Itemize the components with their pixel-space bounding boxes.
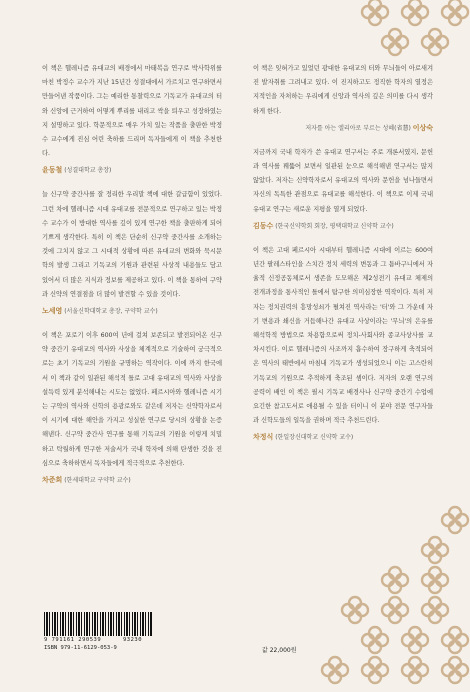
endorser-name: 차정식 bbox=[253, 433, 274, 442]
isbn-barcode bbox=[44, 612, 152, 636]
barcode-number: 9 791161 290539 bbox=[44, 637, 102, 643]
endorsement bbox=[253, 244, 433, 444]
isbn-text: ISBN 979-11-6129-053-9 bbox=[44, 645, 117, 651]
endorsement-text: 늘 신구약 중간사를 잘 정리한 우리말 책에 대한 갈급함이 있었다. 그런 차에 헬레니즘 시대 유대교를 전문적으로 연구하고 있는 박정수 교수가 이 방대한 역사를 깊이 있게 연구한 책을 출판하게 되어 기쁘게 생각한다. 특히 이 책은 단순히 신구약 중간사를 소개하는 것에 그치지 않고 그 시대적 상황에 따른 유대교의 변화와 묵시문학의 발생 그리고 기독교의 기원과 관련된 사상적 내용들도 담고 있어서 더 많은 지식과 정보를 제공하고 있다. 이 책을 통하여 구약과 신약의 연결점을 더 많이 발견할 수 있을 것이다. bbox=[42, 191, 222, 298]
endorsement bbox=[42, 329, 222, 486]
endorser bbox=[42, 475, 222, 486]
endorser bbox=[253, 221, 433, 232]
endorser-affiliation: (성결대학교 총장) bbox=[64, 167, 112, 175]
price: 값 22,000원 bbox=[262, 647, 297, 654]
endorsement-text: 이 책은 헬레니즘 유대교의 배경에서 마태복음 연구로 박사학위를 마친 박정수 교수가 지난 15년간 성결대에서 가르치고 연구하면서 만들어낸 작품이다. 그는 예리한 통찰력으로 기독교가 유대교의 터와 신앙에 근거하여 어떻게 뿌리를 내리고 싹을 틔우고 성장하였는지 설명하고 있다. 학문적으로 매우 가치 있는 작품을 출판한 박정수 교수에게 진심 어린 축하를 드리며 독자들에게 이 책을 추천한다. bbox=[42, 65, 222, 158]
endorsement bbox=[42, 62, 222, 176]
endorsement-text: 이 책은 잊혀가고 있었던 광대한 유대교의 터와 무늬들이 아로새겨진 발자취를 그려내고 있다. 이 진지하고도 정직한 학자의 열정은 지적인을 자처하는 우리에게 신앙과 역사의 깊은 의미를 다시 생각하게 한다. bbox=[253, 65, 433, 115]
endorser-name: 차준희 bbox=[42, 476, 63, 485]
endorser-affiliation: (한세대학교 구약학 교수) bbox=[64, 477, 131, 485]
endorser-affiliation: (한국신약학회 회장, 평택대학교 신약학 교수) bbox=[275, 222, 394, 230]
endorser-name: 윤동철 bbox=[42, 166, 63, 175]
quatrefoil-ornament-icon bbox=[0, 0, 470, 60]
barcode-digits bbox=[44, 637, 142, 643]
endorser-name: 노세영 bbox=[42, 307, 63, 316]
quatrefoil-ornament-icon bbox=[0, 500, 470, 692]
endorser-name: 이상숙 bbox=[412, 123, 433, 132]
endorser bbox=[42, 165, 222, 176]
endorsement-text: 이 책은 포로기 이후 600여 년에 걸쳐 보존되고 발전되어온 신구약 중간기 유대교의 역사와 사상을 체계적으로 기술하여 궁극적으로는 초기 기독교의 기원을 규명하는 역작이다. 이에 까지 한국에서 이 책과 같이 일관된 해석적 틀로 고대 유대교의 역사와 사상을 설득력 있게 분석해내는 시도는 없었다. 페르시아와 헬레니즘 시기는 구약의 역사와 신학의 용광로와도 같은데 저자는 신약학자로서 이 시기에 대한 해안을 가지고 성실한 연구로 당시의 상황을 논증해낸다. 신구약 중간사 연구를 통해 기독교의 기원을 이렇게 치밀하고 탁월하게 연구한 저술서가 국내 학자에 의해 탄생한 것을 진심으로 축하하면서 독자들에게 적극적으로 추천한다. bbox=[42, 332, 222, 467]
endorsement-text: 이 책은 고대 페르시아 시대부터 헬레니즘 시대에 이르는 600여 년간 팔레스타인을 스치간 정치 세력의 변동과 그 틈바구니에서 자율적 신정공동체로서 생존을 도모해온 제2성전기 유대교 체제의 전개과정을 통사적인 틀에서 탐구한 의미심장한 역작이다. 특히 저자는 정치권력의 흥망성쇠가 펼쳐진 역사라는 '터'와 그 가운데 자기 변용과 쇄신을 거듭해나간 유대교 사상이라는 '무늬'의 은유를 해석학적 방법으로 차용함으로써 정치-사회사와 종교사상사를 교차시킨다. 이로 헬레니즘의 사조까지 흡수하여 장구하게 축적되어온 역사의 태반에서 마침내 기독교가 생성되었으니 이는 고스란히 기독교의 기원으로 추적하게 축조된 셈이다. 저자의 오랜 연구의 공력이 배인 이 책은 필시 기독교 배경사나 신구약 중간기 수업에 요긴한 참고도서로 애용될 수 있을 터이니 이 분야 전문 연구자들과 신학도들의 일독을 권하며 적극 추천드린다. bbox=[253, 246, 433, 425]
endorsement bbox=[42, 188, 222, 317]
barcode-addon: 93230 bbox=[122, 637, 143, 643]
endorser-name: 김동수 bbox=[253, 221, 274, 230]
endorsement-text: 지금까지 국내 학자가 쓴 유대교 연구서는 주로 개론서였지, 문헌과 역사를 꿰뚫어 보면서 일관된 눈으로 해석해낸 연구서는 많지 않았다. 저자는 신약학자로서 유대교의 역사와 문헌을 넘나들면서 자신의 독특한 관점으로 유대교를 해석한다. 이 책으로 이제 국내 유대교 연구는 새로운 지평을 열게 되었다. bbox=[253, 148, 433, 213]
right-column bbox=[253, 62, 433, 455]
endorsement bbox=[253, 62, 433, 134]
endorser bbox=[42, 306, 222, 317]
endorser-affiliation: (서울신학대학교 총장, 구약학 교수) bbox=[64, 308, 158, 316]
left-column bbox=[42, 62, 222, 498]
endorser bbox=[253, 123, 433, 134]
endorsement bbox=[253, 146, 433, 232]
endorser-affiliation: (한일장신대학교 신약학 교수) bbox=[275, 434, 354, 442]
endorser bbox=[253, 432, 433, 443]
endorser-prefix: 저자를 아는 엘리아로 부르는 성혜(省慧) bbox=[305, 124, 413, 132]
